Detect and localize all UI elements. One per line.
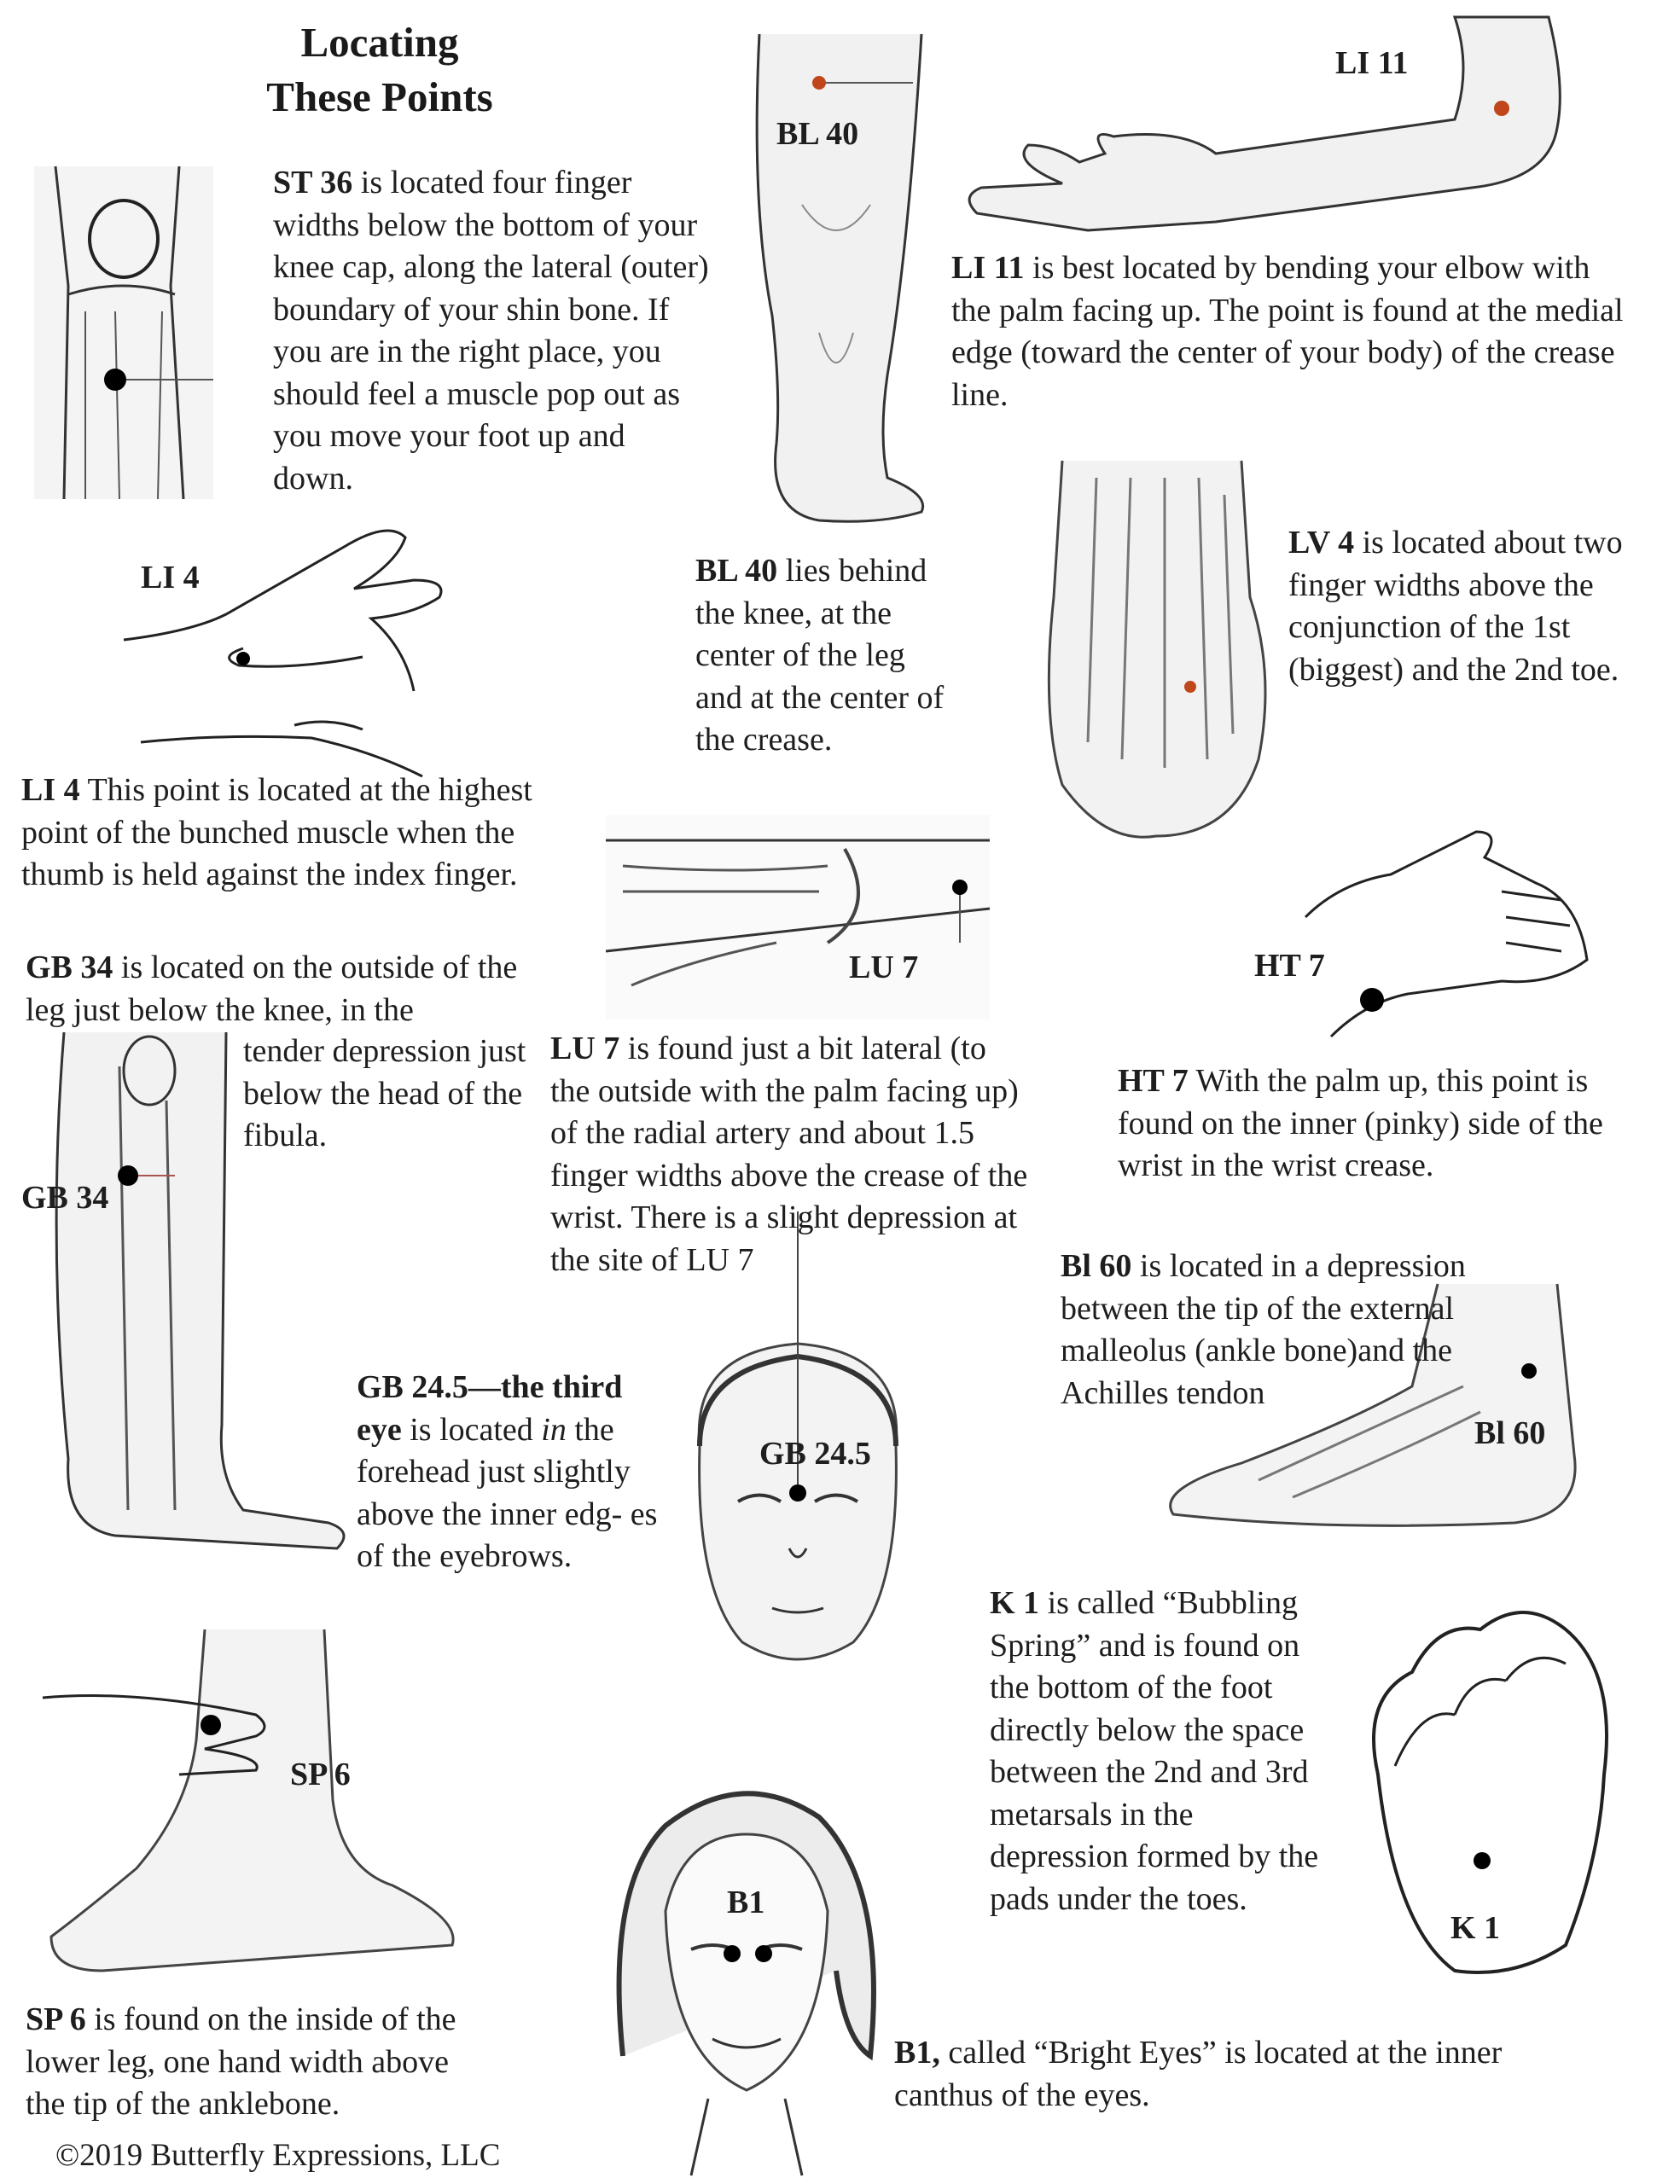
li11-point (1494, 101, 1509, 116)
bl40-text: lies behind the knee, at the center of the leg and at the center of the crease. (695, 553, 945, 758)
gb245-description (357, 1367, 668, 1578)
b1-point-left (724, 1945, 741, 1962)
page-title (235, 15, 525, 125)
li4-description (21, 770, 602, 897)
bl60-text: is located in a depression between the tip of the external malleolus (ankle bone)and the Achilles tendon (1061, 1248, 1466, 1411)
li11-text: is best located by bending your elbow with the palm facing up. The point is found at the medial edge (toward the center of your body) of the crease line. (951, 250, 1624, 413)
label-b1: B1 (727, 1885, 765, 1920)
gb34-name: GB 34 (26, 950, 113, 985)
copyright: ©2019 Butterfly Expressions, LLC (55, 2138, 501, 2173)
li11-description (951, 247, 1625, 416)
bl60-description (1061, 1246, 1513, 1414)
face-gb245-illustration (674, 1335, 921, 1668)
lv4-text: is located about two finger widths above the conjunction of the 1st (biggest) and the 2nd toe. (1288, 525, 1623, 688)
k1-text: is called “Bubbling Spring” and is found on the bottom of the foot directly below the space between the 2nd and 3rd metarsals in the depression formed by the pads under the toes. (990, 1585, 1319, 1917)
lu7-point (952, 880, 968, 895)
bl40-point (812, 76, 826, 90)
sp6-text: is found on the inside of the lower leg, one hand width above the tip of the anklebone. (26, 2001, 456, 2122)
gb245-name: GB 24.5—the third eye (357, 1369, 623, 1448)
lu7-description (550, 1028, 1032, 1281)
lu7-text: is found just a bit lateral (to the outside with the palm facing up) of the radial artery and about 1.5 finger widths above the crease of the wrist. There is a slight depression at the site of LU 7 (550, 1031, 1028, 1278)
label-ht7: HT 7 (1254, 948, 1325, 984)
ht7-description (1118, 1060, 1630, 1188)
b1-text: called “Bright Eyes” is located at the inner canthus of the eyes. (894, 2035, 1503, 2113)
gb245-text-b: the forehead just slightly above the inner edg- es of the eyebrows. (357, 1411, 658, 1574)
ht7-text: With the palm up, this point is found on the inner (pinky) side of the wrist in the wrist crease. (1118, 1063, 1603, 1183)
label-gb34: GB 34 (21, 1180, 109, 1216)
gb245-text-a: is located (401, 1411, 542, 1448)
label-gb245: GB 24.5 (759, 1436, 871, 1472)
sp6-point (201, 1715, 221, 1735)
foot-top-illustration (1037, 461, 1276, 845)
ht7-name: HT 7 (1118, 1063, 1189, 1099)
li11-name: LI 11 (951, 250, 1025, 286)
face-b1-illustration (606, 1783, 887, 2175)
leg-back-illustration (751, 34, 939, 529)
li4-name: LI 4 (21, 772, 80, 808)
lv4-description (1288, 522, 1647, 691)
k1-description (990, 1583, 1331, 1920)
li4-text: This point is located at the highest point of the bunched muscle when the thumb is held against the index finger. (21, 772, 532, 892)
gb245-text-em: in (541, 1411, 567, 1448)
title-line-1: Locating (300, 19, 459, 66)
wrist-lu7-illustration (606, 815, 990, 1019)
label-li11: LI 11 (1335, 45, 1409, 81)
b1-name: B1, (894, 2035, 940, 2071)
sp6-name: SP 6 (26, 2001, 86, 2037)
label-li4: LI 4 (141, 560, 200, 595)
gb34-point (118, 1165, 138, 1186)
label-k1: K 1 (1450, 1910, 1501, 1946)
st36-name: ST 36 (273, 165, 353, 200)
k1-name: K 1 (990, 1585, 1040, 1621)
bl40-name: BL 40 (695, 553, 778, 589)
bl40-description (695, 550, 960, 762)
k1-point (1474, 1852, 1491, 1869)
label-bl40: BL 40 (776, 116, 859, 152)
label-lu7: LU 7 (849, 950, 919, 985)
li4-point (236, 652, 250, 665)
bl60-name: Bl 60 (1061, 1248, 1132, 1284)
b1-point-right (755, 1945, 772, 1962)
gb245-point (789, 1484, 806, 1502)
lv4-point (1184, 681, 1196, 693)
ankle-sp6-illustration (34, 1629, 461, 1979)
lu7-name: LU 7 (550, 1031, 620, 1066)
b1-description (894, 2032, 1560, 2117)
label-sp6: SP 6 (290, 1757, 351, 1792)
gb34-text: is located on the outside of the leg just below the knee, in the (26, 950, 518, 1028)
label-bl60: Bl 60 (1474, 1415, 1546, 1451)
hand-ht7-illustration (1305, 832, 1613, 1045)
lv4-name: LV 4 (1288, 525, 1355, 561)
sp6-description (26, 1999, 478, 2126)
title-line-2: These Points (266, 73, 493, 120)
st36-text: is located four finger widths below the bottom of your knee cap, along the lateral (outer) boundary of your shin bone. If you are in the right place, you should feel a muscle pop out as you move your foot up and down. (273, 165, 709, 497)
st36-description (273, 162, 712, 500)
knee-illustration (34, 166, 213, 499)
st36-point (104, 369, 126, 391)
arm-illustration (960, 17, 1591, 230)
gb34-description-cont (243, 1031, 529, 1158)
ht7-point (1360, 988, 1384, 1012)
bl60-point (1521, 1363, 1537, 1379)
gb34-text-2: tender depression just below the head of the fibula. (243, 1033, 526, 1153)
gb34-description (26, 947, 538, 1031)
